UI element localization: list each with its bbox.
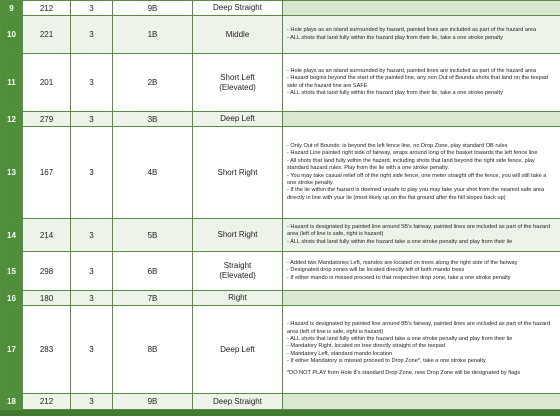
hole-rules [283, 16, 560, 54]
table-row [1, 291, 560, 306]
hole-par: 3 [71, 306, 113, 394]
table-footer-bar [0, 410, 560, 413]
hole-par: 3 [71, 16, 113, 54]
tee-pad: 9B [113, 394, 193, 410]
hole-distance: 201 [23, 54, 71, 112]
tee-pad: 9B [113, 1, 193, 16]
table-row [1, 1, 560, 16]
hole-distance: 212 [23, 1, 71, 16]
hole-distance: 221 [23, 16, 71, 54]
hole-number: 12 [1, 112, 23, 127]
tee-pad: 4B [113, 127, 193, 219]
hole-rules [283, 394, 560, 410]
tee-pad: 6B [113, 252, 193, 291]
hole-distance: 212 [23, 394, 71, 410]
pin-position: Deep Straight [193, 1, 283, 16]
pin-position: Short Right [193, 127, 283, 219]
hole-distance: 283 [23, 306, 71, 394]
table-row [1, 16, 560, 54]
table-row [1, 219, 560, 252]
hole-par: 3 [71, 54, 113, 112]
hole-number: 16 [1, 291, 23, 306]
rule-line: - If either mando is missed proceed to that respective drop zone, take a one stroke penalty [287, 274, 511, 281]
hole-par: 3 [71, 291, 113, 306]
tee-pad: 7B [113, 291, 193, 306]
rule-line: - Hole plays as an island surrounded by hazard, painted lines are included as part of the hazard area [287, 27, 537, 34]
tee-pad: 2B [113, 54, 193, 112]
hole-distance: 214 [23, 219, 71, 252]
rule-line: - ALL shots that land fully within the hazard play from their lie, take a one stroke penalty [287, 34, 503, 41]
rule-line: - Hazard is designated by painted line around 8B's fairway, painted lines are included as part of the hazard area (left of line is safe, right is hazard) [287, 321, 551, 335]
rule-line: - Hazard begins beyond the start of the painted line, any non Out of Bounds shots that land on the teepad side of the hazard line are SAFE [287, 75, 548, 89]
rule-line: - Hazard is designated by painted line around 5B's fairway, painted lines are included as part of the hazard area (left of line is safe, right is hazard) [287, 223, 551, 238]
rule-line: - Hazard Line painted right side of fairway, wraps around long of the basket towards the left fence line [287, 150, 538, 157]
tee-pad: 5B [113, 219, 193, 252]
table-row [1, 306, 560, 394]
rule-line: - All shots that land fully within the hazard, including shots that land beyond the right side fence, play standard hazard rules. Play from the lie with a one stroke penalty. [287, 157, 535, 172]
hole-rules [283, 219, 560, 252]
rule-line: - Hole plays as an island surrounded by hazard, painted lines are included as part of the hazard area [287, 67, 537, 74]
hole-number: 10 [1, 16, 23, 54]
hole-number: 15 [1, 252, 23, 291]
rule-line: - Mandatory Left, standard mando location [287, 350, 393, 357]
rule-line: - You may take casual relief off of the right side fence, one meter straight off the fence, you will still take a one stroke penalty [287, 172, 547, 186]
pin-position: Right [193, 291, 283, 306]
pin-position: Deep Straight [193, 394, 283, 410]
hole-number: 18 [1, 394, 23, 410]
pin-position: Short Right [193, 219, 283, 252]
hole-par: 3 [71, 394, 113, 410]
hole-rules [283, 291, 560, 306]
hole-distance: 180 [23, 291, 71, 306]
table-row [1, 394, 560, 410]
hole-par: 3 [71, 112, 113, 127]
table-row [1, 127, 560, 219]
rule-line: - ALL shots that land fully within the hazard take a one stroke penalty and play from their lie [287, 238, 513, 245]
hole-rules [283, 252, 560, 291]
hole-number: 13 [1, 127, 23, 219]
hole-rules [283, 54, 560, 112]
hole-par: 3 [71, 1, 113, 16]
rule-line: - Only Out of Bounds: is beyond the left fence line, no Drop Zone, play standard OB rules [287, 143, 508, 149]
hole-number: 9 [1, 1, 23, 16]
rule-line: - Added two Mandatories Left, mandos are located on trees along the right side of the fairway [287, 259, 518, 266]
rule-line: *DO NOT PLAY from Hole 8's standard Drop Zone, new Drop Zone will be designated by flags [287, 370, 521, 377]
pin-position: Deep Left [193, 306, 283, 394]
rule-line: - If either Mandatory is missed proceed to Drop Zone*, take a one stroke penalty [287, 358, 486, 365]
hole-par: 3 [71, 252, 113, 291]
hole-distance: 298 [23, 252, 71, 291]
rule-line: - ALL shots that land fully within the hazard play from their lie, take a one stroke penalty [287, 89, 503, 96]
hole-number: 14 [1, 219, 23, 252]
pin-position: Middle [193, 16, 283, 54]
pin-position: Deep Left [193, 112, 283, 127]
table-row [1, 112, 560, 127]
table-row [1, 54, 560, 112]
tee-pad: 8B [113, 306, 193, 394]
hole-par: 3 [71, 219, 113, 252]
hole-distance: 279 [23, 112, 71, 127]
hole-distance: 167 [23, 127, 71, 219]
pin-position: Short Left (Elevated) [193, 54, 283, 112]
rule-line: - Designated drop zones will be located directly left of both mando trees [287, 267, 465, 274]
table-row [1, 252, 560, 291]
rule-line: - Mandatory Right, located on tree directly straight of the teepad [287, 343, 445, 350]
hole-number: 11 [1, 54, 23, 112]
tee-pad: 3B [113, 112, 193, 127]
rule-line: - ALL shots that land fully within the hazard take a one stroke penalty and play from their lie [287, 335, 513, 342]
rule-line: - If the lie within the hazard is deemed unsafe to play you may take your shot from the nearest safe area directly in line with your lie (most likely up on the flat ground after the hill slopes back up) [287, 187, 545, 201]
pin-position: Straight (Elevated) [193, 252, 283, 291]
hole-rules [283, 1, 560, 16]
table-body [1, 1, 560, 410]
hole-rules [283, 127, 560, 219]
hole-number: 17 [1, 306, 23, 394]
hole-rules [283, 112, 560, 127]
hole-rules [283, 306, 560, 394]
hole-par: 3 [71, 127, 113, 219]
tee-pad: 1B [113, 16, 193, 54]
